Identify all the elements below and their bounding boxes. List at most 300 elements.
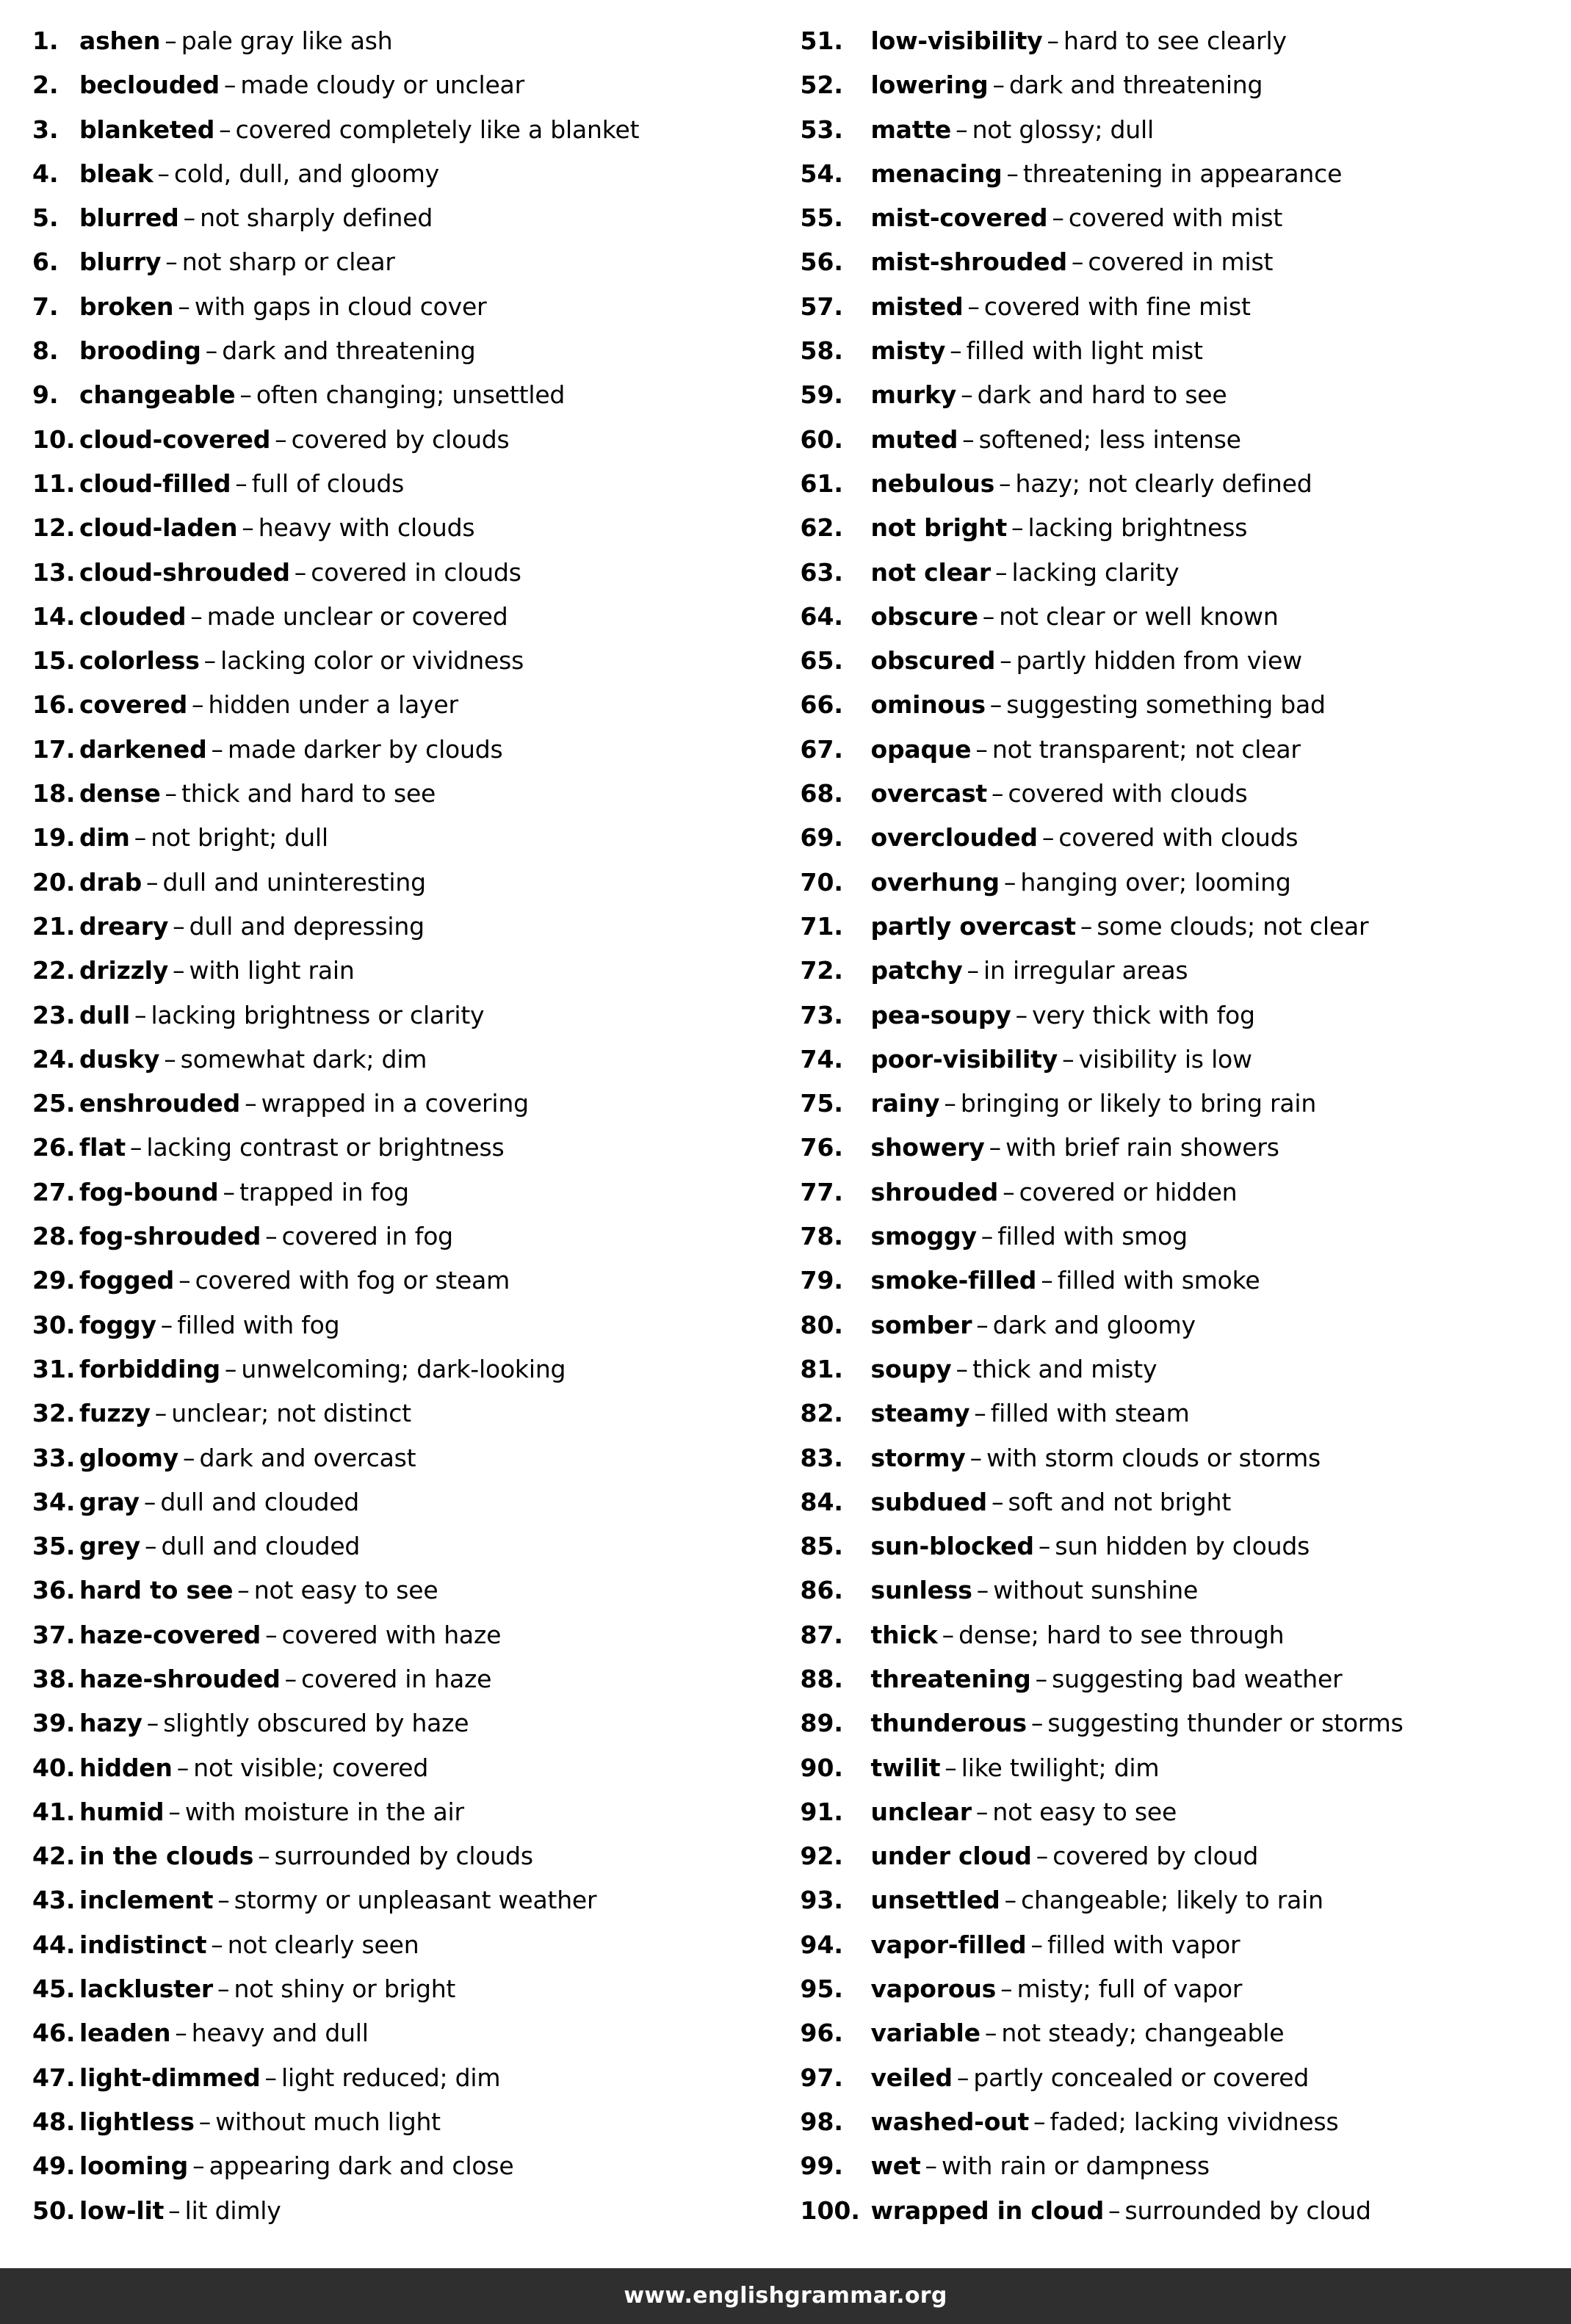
list-item-word: darkened bbox=[79, 734, 207, 764]
list-item-word: rainy bbox=[870, 1089, 940, 1118]
list-item-definition: suggesting thunder or storms bbox=[1047, 1709, 1404, 1738]
list-item-separator: – bbox=[175, 2019, 187, 2048]
list-item-definition: wrapped in a covering bbox=[261, 1089, 529, 1118]
list-item-definition: lacking brightness or clarity bbox=[151, 1000, 485, 1029]
list-item bbox=[801, 1524, 1550, 1568]
list-item-word: unclear bbox=[870, 1797, 972, 1826]
list-item-number: 99. bbox=[800, 2151, 843, 2181]
list-item bbox=[22, 506, 771, 550]
list-item bbox=[22, 993, 771, 1038]
list-item-separator: – bbox=[258, 1842, 270, 1871]
list-item-separator: – bbox=[275, 424, 287, 454]
list-item bbox=[22, 728, 771, 772]
list-item-number: 84. bbox=[800, 1487, 843, 1516]
list-item-separator: – bbox=[183, 203, 196, 233]
list-item-separator: – bbox=[219, 115, 231, 144]
list-item-number: 18. bbox=[32, 779, 76, 808]
list-item-number: 78. bbox=[800, 1222, 843, 1251]
list-item-separator: – bbox=[223, 1177, 235, 1206]
list-item-number: 50. bbox=[32, 2196, 76, 2225]
list-item-definition: dark and overcast bbox=[199, 1443, 416, 1472]
list-item-definition: somewhat dark; dim bbox=[180, 1044, 427, 1074]
list-item bbox=[22, 1568, 771, 1612]
list-item-number: 37. bbox=[32, 1620, 76, 1649]
list-item-separator: – bbox=[976, 1310, 989, 1339]
list-item bbox=[801, 1391, 1550, 1436]
list-item-word: ominous bbox=[870, 690, 986, 720]
list-item-separator: – bbox=[143, 1487, 156, 1516]
list-item-definition: pale gray like ash bbox=[181, 26, 393, 55]
list-item-word: brooding bbox=[79, 336, 201, 366]
list-item bbox=[801, 1746, 1550, 1790]
list-item-definition: without sunshine bbox=[993, 1576, 1199, 1605]
list-item-separator: – bbox=[1000, 1974, 1013, 2004]
list-item-definition: light reduced; dim bbox=[281, 2063, 501, 2092]
list-item bbox=[801, 1923, 1550, 1967]
list-item-number: 53. bbox=[800, 115, 843, 144]
list-item-definition: covered in haze bbox=[301, 1664, 492, 1693]
list-item-number: 97. bbox=[800, 2063, 843, 2092]
list-item-definition: unwelcoming; dark-looking bbox=[241, 1354, 566, 1383]
list-item-definition: partly concealed or covered bbox=[973, 2063, 1310, 2092]
list-item-separator: – bbox=[223, 70, 236, 100]
list-item-definition: hazy; not clearly defined bbox=[1015, 468, 1312, 498]
list-item-word: fog-bound bbox=[79, 1177, 219, 1206]
list-item bbox=[801, 772, 1550, 816]
list-item-definition: covered with mist bbox=[1068, 203, 1283, 233]
list-item bbox=[22, 1082, 771, 1126]
list-item-separator: – bbox=[134, 823, 147, 853]
list-item-definition: soft and not bright bbox=[1008, 1487, 1232, 1516]
list-item bbox=[22, 1170, 771, 1215]
list-item-definition: slightly obscured by haze bbox=[163, 1709, 469, 1738]
list-item-separator: – bbox=[217, 1886, 230, 1915]
list-item-number: 56. bbox=[800, 247, 843, 277]
list-item-number: 69. bbox=[800, 823, 843, 853]
list-item-definition: very thick with fog bbox=[1032, 1000, 1255, 1029]
list-item-definition: with gaps in cloud cover bbox=[194, 292, 487, 321]
list-item-separator: – bbox=[264, 2063, 278, 2092]
list-item-separator: – bbox=[989, 690, 1003, 720]
list-item-separator: – bbox=[157, 159, 170, 188]
list-item-separator: – bbox=[284, 1664, 297, 1693]
list-item-number: 48. bbox=[32, 2107, 76, 2136]
list-item-number: 71. bbox=[800, 911, 843, 941]
list-item-word: vapor-filled bbox=[870, 1930, 1027, 1959]
list-item-number: 66. bbox=[800, 690, 843, 720]
list-item-definition: dense; hard to see through bbox=[958, 1620, 1285, 1649]
list-item-number: 25. bbox=[32, 1089, 76, 1118]
list-item-definition: not easy to see bbox=[253, 1576, 438, 1605]
list-item-separator: – bbox=[1011, 513, 1024, 543]
list-item-word: twilit bbox=[870, 1753, 941, 1782]
list-item bbox=[801, 949, 1550, 993]
list-item-separator: – bbox=[134, 1000, 147, 1029]
list-item-separator: – bbox=[165, 779, 178, 808]
list-item-number: 98. bbox=[800, 2107, 843, 2136]
list-item-number: 95. bbox=[800, 1974, 843, 2004]
list-item-definition: unclear; not distinct bbox=[171, 1399, 411, 1428]
list-item-number: 76. bbox=[800, 1133, 843, 1162]
list-item bbox=[801, 1303, 1550, 1347]
list-item bbox=[801, 1038, 1550, 1082]
list-item-number: 100. bbox=[800, 2196, 860, 2225]
list-item-word: patchy bbox=[870, 956, 963, 985]
list-item-number: 26. bbox=[32, 1133, 76, 1162]
list-item-number: 49. bbox=[32, 2151, 76, 2181]
list-item-separator: – bbox=[989, 1133, 1002, 1162]
list-item-separator: – bbox=[182, 1443, 195, 1472]
list-item-definition: partly hidden from view bbox=[1016, 646, 1302, 676]
list-item-number: 80. bbox=[800, 1310, 843, 1339]
list-item-number: 57. bbox=[800, 292, 843, 321]
list-item-definition: covered by cloud bbox=[1052, 1842, 1259, 1871]
list-item bbox=[22, 1613, 771, 1657]
list-item-number: 13. bbox=[32, 557, 76, 587]
list-item bbox=[22, 462, 771, 506]
list-item-separator: – bbox=[992, 70, 1005, 100]
list-item-separator: – bbox=[1004, 1886, 1017, 1915]
list-item-number: 24. bbox=[32, 1044, 76, 1074]
list-item-word: ashen bbox=[79, 26, 161, 55]
list-item-number: 62. bbox=[800, 513, 843, 543]
list-item bbox=[801, 1701, 1550, 1745]
list-item bbox=[801, 1126, 1550, 1170]
list-item-word: not clear bbox=[870, 557, 991, 587]
list-item-word: variable bbox=[870, 2019, 980, 2048]
list-item-number: 54. bbox=[800, 159, 843, 188]
list-item bbox=[801, 1967, 1550, 2011]
list-item-definition: made unclear or covered bbox=[206, 601, 508, 631]
list-item-definition: not steady; changeable bbox=[1001, 2019, 1285, 2048]
list-item-definition: filled with smog bbox=[997, 1222, 1188, 1251]
list-item-number: 3. bbox=[32, 115, 59, 144]
list-item-definition: lacking brightness bbox=[1028, 513, 1248, 543]
list-item-definition: with moisture in the air bbox=[184, 1797, 464, 1826]
list-item-number: 23. bbox=[32, 1000, 76, 1029]
list-item-word: low-lit bbox=[79, 2196, 165, 2225]
list-item-separator: – bbox=[1000, 646, 1012, 676]
list-item bbox=[22, 1657, 771, 1701]
list-item-number: 28. bbox=[32, 1222, 76, 1251]
list-item bbox=[801, 108, 1550, 152]
list-item-separator: – bbox=[164, 1044, 176, 1074]
list-item-definition: visibility is low bbox=[1078, 1044, 1252, 1074]
list-item-separator: – bbox=[961, 380, 973, 410]
list-item-separator: – bbox=[1036, 1842, 1049, 1871]
list-item-definition: lacking clarity bbox=[1011, 557, 1180, 587]
list-item bbox=[22, 816, 771, 860]
list-item-number: 90. bbox=[800, 1753, 843, 1782]
list-item-separator: – bbox=[976, 1576, 989, 1605]
list-item-word: gray bbox=[79, 1487, 140, 1516]
list-item-word: haze-shrouded bbox=[79, 1664, 281, 1693]
list-item-separator: – bbox=[980, 1222, 994, 1251]
list-item-definition: covered with fine mist bbox=[983, 292, 1251, 321]
list-item-word: looming bbox=[79, 2151, 189, 2181]
list-item bbox=[801, 2100, 1550, 2144]
list-item-separator: – bbox=[945, 1753, 957, 1782]
list-item-word: cloud-covered bbox=[79, 424, 271, 454]
list-item-number: 39. bbox=[32, 1709, 76, 1738]
list-item-word: dim bbox=[79, 823, 130, 853]
list-item-separator: – bbox=[129, 1133, 142, 1162]
list-item-definition: sun hidden by clouds bbox=[1055, 1532, 1310, 1561]
list-item bbox=[801, 1480, 1550, 1524]
list-item bbox=[22, 108, 771, 152]
list-item-number: 42. bbox=[32, 1842, 76, 1871]
list-item-number: 1. bbox=[32, 26, 59, 55]
list-item-number: 51. bbox=[800, 26, 843, 55]
list-item-definition: covered in fog bbox=[281, 1222, 453, 1251]
list-item-definition: covered with haze bbox=[281, 1620, 502, 1649]
list-item-number: 63. bbox=[800, 557, 843, 587]
list-item-definition: dark and threatening bbox=[222, 336, 476, 366]
list-item bbox=[801, 1657, 1550, 1701]
list-item-separator: – bbox=[242, 513, 254, 543]
list-item-number: 12. bbox=[32, 513, 76, 543]
list-item bbox=[801, 551, 1550, 595]
list-item-definition: with storm clouds or storms bbox=[986, 1443, 1321, 1472]
list-item-word: beclouded bbox=[79, 70, 220, 100]
list-item-number: 11. bbox=[32, 468, 76, 498]
list-item-separator: – bbox=[1030, 1930, 1043, 1959]
list-item-number: 38. bbox=[32, 1664, 76, 1693]
list-item bbox=[801, 595, 1550, 639]
list-item-separator: – bbox=[1062, 1044, 1075, 1074]
list-item bbox=[801, 506, 1550, 550]
list-item-separator: – bbox=[944, 1089, 956, 1118]
list-item-number: 30. bbox=[32, 1310, 76, 1339]
list-item-word: dense bbox=[79, 779, 161, 808]
list-item-definition: filled with light mist bbox=[966, 336, 1203, 366]
list-item-definition: threatening in appearance bbox=[1022, 159, 1343, 188]
list-item-number: 7. bbox=[32, 292, 59, 321]
list-item-number: 75. bbox=[800, 1089, 843, 1118]
list-item-word: stormy bbox=[870, 1443, 966, 1472]
list-item bbox=[22, 1878, 771, 1922]
list-item-definition: covered with fog or steam bbox=[195, 1266, 510, 1295]
list-item-word: hidden bbox=[79, 1753, 173, 1782]
list-item bbox=[22, 1746, 771, 1790]
list-item-separator: – bbox=[198, 2107, 212, 2136]
list-item-number: 55. bbox=[800, 203, 843, 233]
list-item-definition: appearing dark and close bbox=[209, 2151, 514, 2181]
list-item-number: 10. bbox=[32, 424, 76, 454]
list-item-separator: – bbox=[1047, 26, 1059, 55]
list-item-definition: cold, dull, and gloomy bbox=[174, 159, 439, 188]
list-item-word: cloud-filled bbox=[79, 468, 231, 498]
list-item-separator: – bbox=[974, 1399, 986, 1428]
list-item-word: obscured bbox=[870, 646, 996, 676]
list-item-word: muted bbox=[870, 424, 958, 454]
list-item-separator: – bbox=[992, 779, 1004, 808]
list-item-definition: full of clouds bbox=[251, 468, 405, 498]
list-item-word: in the clouds bbox=[79, 1842, 254, 1871]
list-item-word: misted bbox=[870, 292, 964, 321]
list-item bbox=[801, 728, 1550, 772]
list-item-separator: – bbox=[982, 601, 995, 631]
list-item bbox=[22, 1126, 771, 1170]
list-item bbox=[801, 1259, 1550, 1303]
list-item-number: 41. bbox=[32, 1797, 76, 1826]
list-item-number: 92. bbox=[800, 1842, 843, 1871]
list-item-word: misty bbox=[870, 336, 946, 366]
list-item-number: 94. bbox=[800, 1930, 843, 1959]
list-item-number: 16. bbox=[32, 690, 76, 720]
list-item-definition: not glossy; dull bbox=[972, 115, 1154, 144]
list-item bbox=[801, 1215, 1550, 1259]
list-item bbox=[22, 1038, 771, 1082]
list-item-word: obscure bbox=[870, 601, 978, 631]
list-item-word: matte bbox=[870, 115, 952, 144]
list-item-definition: not sharply defined bbox=[200, 203, 433, 233]
list-item-word: drizzly bbox=[79, 956, 169, 985]
list-item-definition: dark and threatening bbox=[1008, 70, 1263, 100]
list-item-separator: – bbox=[1003, 867, 1016, 897]
list-item-word: hazy bbox=[79, 1709, 142, 1738]
list-item-definition: filled with fog bbox=[177, 1310, 340, 1339]
list-item-definition: dull and clouded bbox=[161, 1532, 361, 1561]
list-item bbox=[22, 1480, 771, 1524]
list-item-number: 59. bbox=[800, 380, 843, 410]
list-item bbox=[801, 2144, 1550, 2188]
list-item-separator: – bbox=[1035, 1664, 1048, 1693]
list-item-number: 43. bbox=[32, 1886, 76, 1915]
list-item bbox=[22, 240, 771, 284]
list-item-word: pea-soupy bbox=[870, 1000, 1011, 1029]
list-item-number: 85. bbox=[800, 1532, 843, 1561]
list-item-word: smoggy bbox=[870, 1222, 977, 1251]
list-item-word: cloud-laden bbox=[79, 513, 238, 543]
list-item bbox=[22, 1259, 771, 1303]
list-item-separator: – bbox=[205, 336, 218, 366]
list-item-definition: without much light bbox=[215, 2107, 441, 2136]
list-item-definition: dark and gloomy bbox=[992, 1310, 1196, 1339]
list-item-word: poor-visibility bbox=[870, 1044, 1058, 1074]
list-item-number: 20. bbox=[32, 867, 76, 897]
list-item-definition: thick and misty bbox=[972, 1354, 1158, 1383]
list-item-definition: not transparent; not clear bbox=[992, 734, 1301, 764]
list-item-number: 61. bbox=[800, 468, 843, 498]
list-item-definition: covered or hidden bbox=[1019, 1177, 1238, 1206]
list-item-word: washed-out bbox=[870, 2107, 1030, 2136]
list-item-separator: – bbox=[224, 1354, 237, 1383]
list-item-separator: – bbox=[154, 1399, 167, 1428]
list-item bbox=[801, 816, 1550, 860]
list-item-number: 27. bbox=[32, 1177, 76, 1206]
list-item-separator: – bbox=[956, 115, 968, 144]
list-item-number: 2. bbox=[32, 70, 59, 100]
list-item-number: 19. bbox=[32, 823, 76, 853]
list-item-definition: hidden under a layer bbox=[208, 690, 458, 720]
list-item-separator: – bbox=[1033, 2107, 1046, 2136]
list-item-word: overhung bbox=[870, 867, 1000, 897]
list-item-definition: lacking contrast or brightness bbox=[146, 1133, 505, 1162]
list-item-word: blurry bbox=[79, 247, 162, 277]
list-item-definition: trapped in fog bbox=[239, 1177, 409, 1206]
list-item bbox=[801, 196, 1550, 240]
list-item-number: 17. bbox=[32, 734, 76, 764]
list-item-separator: – bbox=[994, 557, 1008, 587]
list-item-number: 89. bbox=[800, 1709, 843, 1738]
list-item-word: mist-shrouded bbox=[870, 247, 1067, 277]
list-item-separator: – bbox=[173, 911, 185, 941]
list-item-number: 45. bbox=[32, 1974, 76, 2004]
list-item-word: fogged bbox=[79, 1266, 175, 1295]
list-item-definition: softened; less intense bbox=[978, 424, 1241, 454]
list-item-number: 70. bbox=[800, 867, 843, 897]
list-item-word: overclouded bbox=[870, 823, 1038, 853]
list-item-number: 44. bbox=[32, 1930, 76, 1959]
list-item-word: sunless bbox=[870, 1576, 972, 1605]
list-item bbox=[22, 2100, 771, 2144]
list-item-number: 6. bbox=[32, 247, 59, 277]
list-item-separator: – bbox=[237, 1576, 250, 1605]
list-item-separator: – bbox=[975, 1797, 989, 1826]
list-item-separator: – bbox=[950, 336, 962, 366]
list-item-number: 79. bbox=[800, 1266, 843, 1295]
list-item-word: nebulous bbox=[870, 468, 995, 498]
list-item-separator: – bbox=[178, 1266, 191, 1295]
list-item-word: inclement bbox=[79, 1886, 214, 1915]
list-item-word: leaden bbox=[79, 2019, 171, 2048]
list-item-word: somber bbox=[870, 1310, 972, 1339]
list-item bbox=[22, 639, 771, 683]
list-item-separator: – bbox=[192, 2151, 205, 2181]
list-item-word: under cloud bbox=[870, 1842, 1032, 1871]
list-item-definition: not clear or well known bbox=[999, 601, 1279, 631]
list-item-number: 93. bbox=[800, 1886, 843, 1915]
list-item-word: mist-covered bbox=[870, 203, 1048, 233]
list-item-word: unsettled bbox=[870, 1886, 1000, 1915]
list-item-word: partly overcast bbox=[870, 911, 1076, 941]
list-item-word: dreary bbox=[79, 911, 169, 941]
list-item-definition: suggesting something bad bbox=[1006, 690, 1326, 720]
list-item-word: enshrouded bbox=[79, 1089, 241, 1118]
list-item-number: 83. bbox=[800, 1443, 843, 1472]
list-item-number: 14. bbox=[32, 601, 76, 631]
list-item-definition: like twilight; dim bbox=[961, 1753, 1160, 1782]
list-item bbox=[801, 19, 1550, 63]
list-item-word: subdued bbox=[870, 1487, 987, 1516]
list-item bbox=[22, 418, 771, 462]
list-item-separator: – bbox=[192, 690, 204, 720]
list-item-word: shrouded bbox=[870, 1177, 999, 1206]
list-item-number: 68. bbox=[800, 779, 843, 808]
list-item bbox=[801, 639, 1550, 683]
list-item-number: 81. bbox=[800, 1354, 843, 1383]
list-item bbox=[801, 418, 1550, 462]
list-item bbox=[801, 683, 1550, 727]
list-item-separator: – bbox=[975, 734, 988, 764]
list-item-number: 21. bbox=[32, 911, 76, 941]
list-item bbox=[22, 2011, 771, 2055]
list-item-separator: – bbox=[1030, 1709, 1044, 1738]
list-item-separator: – bbox=[1052, 203, 1064, 233]
list-item-definition: dull and clouded bbox=[160, 1487, 360, 1516]
list-item bbox=[801, 2189, 1550, 2233]
list-item-separator: – bbox=[1080, 911, 1093, 941]
list-item bbox=[22, 1303, 771, 1347]
list-item-separator: – bbox=[1006, 159, 1019, 188]
list-item-definition: with rain or dampness bbox=[942, 2151, 1210, 2181]
list-item-definition: changeable; likely to rain bbox=[1021, 1886, 1323, 1915]
list-item-word: blanketed bbox=[79, 115, 215, 144]
list-item bbox=[22, 1215, 771, 1259]
list-item-separator: – bbox=[956, 1354, 968, 1383]
list-item-definition: filled with smoke bbox=[1057, 1266, 1260, 1295]
